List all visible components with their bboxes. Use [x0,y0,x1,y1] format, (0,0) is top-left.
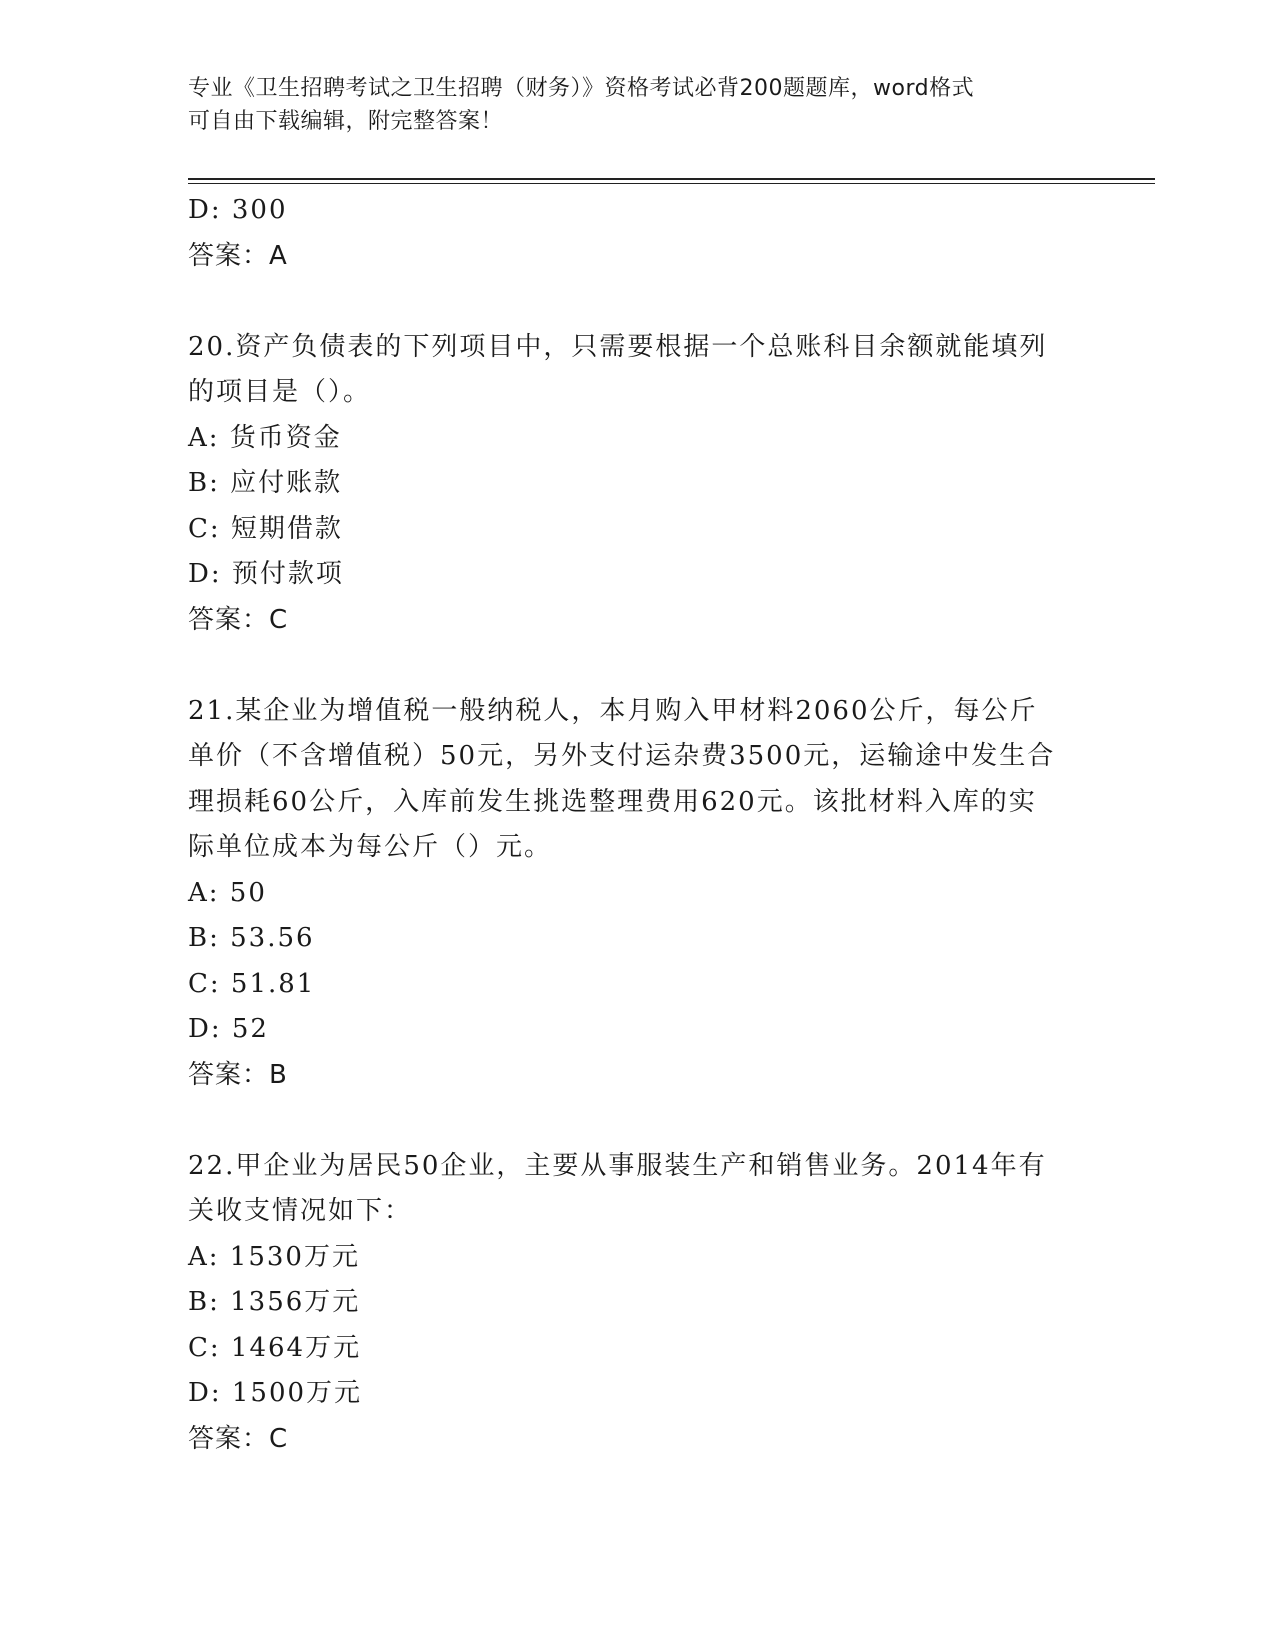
option-b: B: 1356万元 [188,1287,361,1317]
question-text-line: 理损耗60公斤，入库前发生挑选整理费用620元。该批材料入库的实 [188,786,1037,817]
option-c: C: 1464万元 [188,1332,362,1363]
question-text-line: 20.资产负债表的下列项目中，只需要根据一个总账科目余额就能填列 [188,331,1048,362]
spacer [188,279,1088,325]
question-21 [188,689,1088,1099]
header-line-2: 可自由下载编辑，附完整答案！ [188,109,504,134]
option-c: C: 51.81 [188,968,316,999]
answer-label: 答案：C [188,1423,289,1454]
document-body [188,188,1088,1462]
header-rule-thick [188,178,1155,180]
question-text-line: 的项目是（）。 [188,377,372,407]
answer-label: 答案：B [188,1059,288,1090]
option-d: D: 1500万元 [188,1378,363,1408]
option-a: A: 50 [188,877,267,908]
option-d: D: 300 [188,195,288,225]
question-text-line: 单价（不含增值税）50元，另外支付运杂费3500元，运输途中发生合 [188,741,1056,771]
spacer [188,643,1088,689]
question-text-line: 际单位成本为每公斤（）元。 [188,832,553,862]
question-text-line: 22.甲企业为居民50企业，主要从事服装生产和销售业务。2014年有 [188,1150,1047,1181]
question-text-line: 关收支情况如下： [188,1196,413,1226]
header-line-1: 专业《卫生招聘考试之卫生招聘（财务）》资格考试必背200题题库，word格式 [188,76,975,101]
document-header [188,72,1068,138]
question-20 [188,325,1088,644]
header-rule-thin [188,183,1155,184]
option-d: D: 预付款项 [188,559,344,589]
answer-label: 答案：C [188,604,289,635]
option-a: A: 1530万元 [188,1241,360,1272]
option-d: D: 52 [188,1014,269,1044]
question-22 [188,1144,1088,1463]
question-19-tail [188,188,1088,279]
question-text-line: 21.某企业为增值税一般纳税人，本月购入甲材料2060公斤，每公斤 [188,695,1038,726]
option-b: B: 53.56 [188,923,315,953]
answer-label: 答案：A [188,240,288,271]
option-a: A: 货币资金 [188,422,342,453]
option-c: C: 短期借款 [188,513,343,544]
spacer [188,1098,1088,1144]
option-b: B: 应付账款 [188,468,343,498]
